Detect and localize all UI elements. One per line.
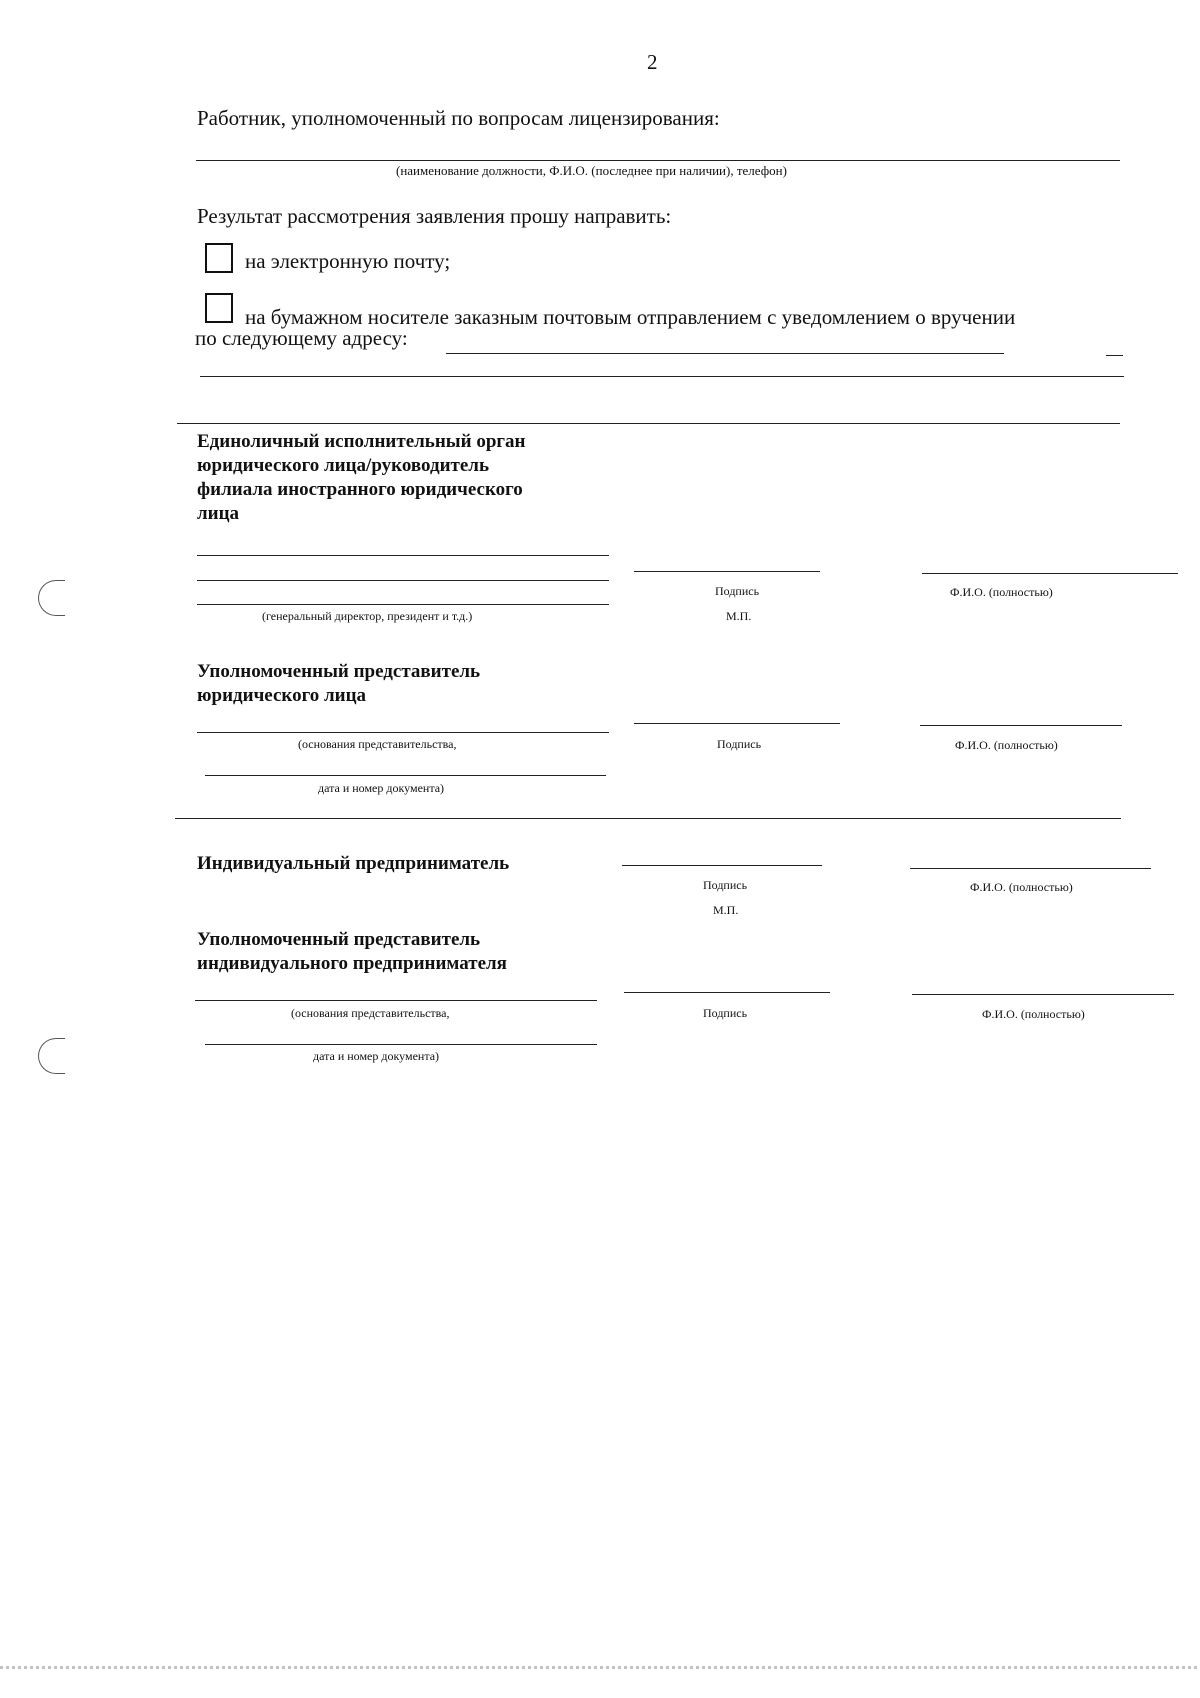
page-number: 2 <box>647 50 658 74</box>
scan-edge-artifact <box>0 1666 1200 1669</box>
legal-rep-document-caption: дата и номер документа) <box>318 781 445 795</box>
licensing-heading: Работник, уполномоченный по вопросам лицензирования: <box>197 106 720 130</box>
punch-hole-mark <box>38 1038 65 1074</box>
legal-rep-document-line[interactable] <box>205 775 606 776</box>
entrepreneur-rep-document-line[interactable] <box>205 1044 597 1045</box>
delivery-heading: Результат рассмотрения заявления прошу направить: <box>197 204 672 228</box>
entrepreneur-rep-basis-line[interactable] <box>195 1000 597 1001</box>
entrepreneur-stamp-caption: М.П. <box>713 903 739 917</box>
signature-line[interactable] <box>634 571 820 572</box>
entrepreneur-rep-title-line: индивидуального предпринимателя <box>197 953 507 974</box>
entrepreneur-name-line[interactable] <box>910 868 1151 869</box>
legal-rep-title-line: юридического лица <box>197 685 367 706</box>
legal-entity-title-line: Единоличный исполнительный орган <box>197 431 526 452</box>
entrepreneur-title: Индивидуальный предприниматель <box>197 853 510 874</box>
position-line-3[interactable] <box>197 604 609 605</box>
position-line-2[interactable] <box>197 580 609 581</box>
entrepreneur-rep-document-caption: дата и номер документа) <box>313 1049 440 1063</box>
entrepreneur-rep-name-line[interactable] <box>912 994 1174 995</box>
legal-rep-signature-line[interactable] <box>634 723 840 724</box>
entrepreneur-name-caption: Ф.И.О. (полностью) <box>970 880 1073 894</box>
stamp-caption: М.П. <box>726 609 752 623</box>
paper-checkbox[interactable] <box>205 293 233 323</box>
entrepreneur-rep-name-caption: Ф.И.О. (полностью) <box>982 1007 1085 1021</box>
section-divider-2 <box>175 818 1121 819</box>
legal-rep-basis-line[interactable] <box>197 732 609 733</box>
address-line-1-tail <box>1106 355 1123 356</box>
entrepreneur-signature-line[interactable] <box>622 865 822 866</box>
paper-option-label: на бумажном носителе заказным почтовым отправлением с уведомлением о вручении <box>245 305 1016 329</box>
entrepreneur-rep-signature-caption: Подпись <box>703 1006 748 1020</box>
punch-hole-mark <box>38 580 65 616</box>
address-line-2[interactable] <box>200 376 1124 377</box>
address-line-1[interactable] <box>446 353 1004 354</box>
entrepreneur-signature-caption: Подпись <box>703 878 748 892</box>
email-option-label: на электронную почту; <box>245 249 451 273</box>
legal-entity-title-line: юридического лица/руководитель <box>197 455 489 476</box>
legal-rep-title <box>197 660 480 708</box>
name-caption: Ф.И.О. (полностью) <box>950 585 1053 599</box>
legal-rep-basis-caption: (основания представительства, <box>298 737 457 751</box>
licensing-caption: (наименование должности, Ф.И.О. (последнее при наличии), телефон) <box>396 163 787 178</box>
position-caption: (генеральный директор, президент и т.д.) <box>262 609 473 623</box>
legal-rep-name-line[interactable] <box>920 725 1122 726</box>
entrepreneur-rep-signature-line[interactable] <box>624 992 830 993</box>
legal-entity-title <box>197 430 525 526</box>
legal-entity-title-line: лица <box>197 503 240 524</box>
email-checkbox[interactable] <box>205 243 233 273</box>
name-line[interactable] <box>922 573 1178 574</box>
legal-rep-title-line: Уполномоченный представитель <box>197 661 481 682</box>
address-label: по следующему адресу: <box>195 326 408 350</box>
entrepreneur-rep-title-line: Уполномоченный представитель <box>197 929 481 950</box>
licensing-line[interactable] <box>196 160 1120 161</box>
position-line-1[interactable] <box>197 555 609 556</box>
entrepreneur-rep-title <box>197 928 507 976</box>
legal-entity-title-line: филиала иностранного юридического <box>197 479 523 500</box>
legal-rep-signature-caption: Подпись <box>717 737 762 751</box>
section-divider-1 <box>177 423 1120 424</box>
entrepreneur-rep-basis-caption: (основания представительства, <box>291 1006 450 1020</box>
legal-rep-name-caption: Ф.И.О. (полностью) <box>955 738 1058 752</box>
signature-caption: Подпись <box>715 584 760 598</box>
